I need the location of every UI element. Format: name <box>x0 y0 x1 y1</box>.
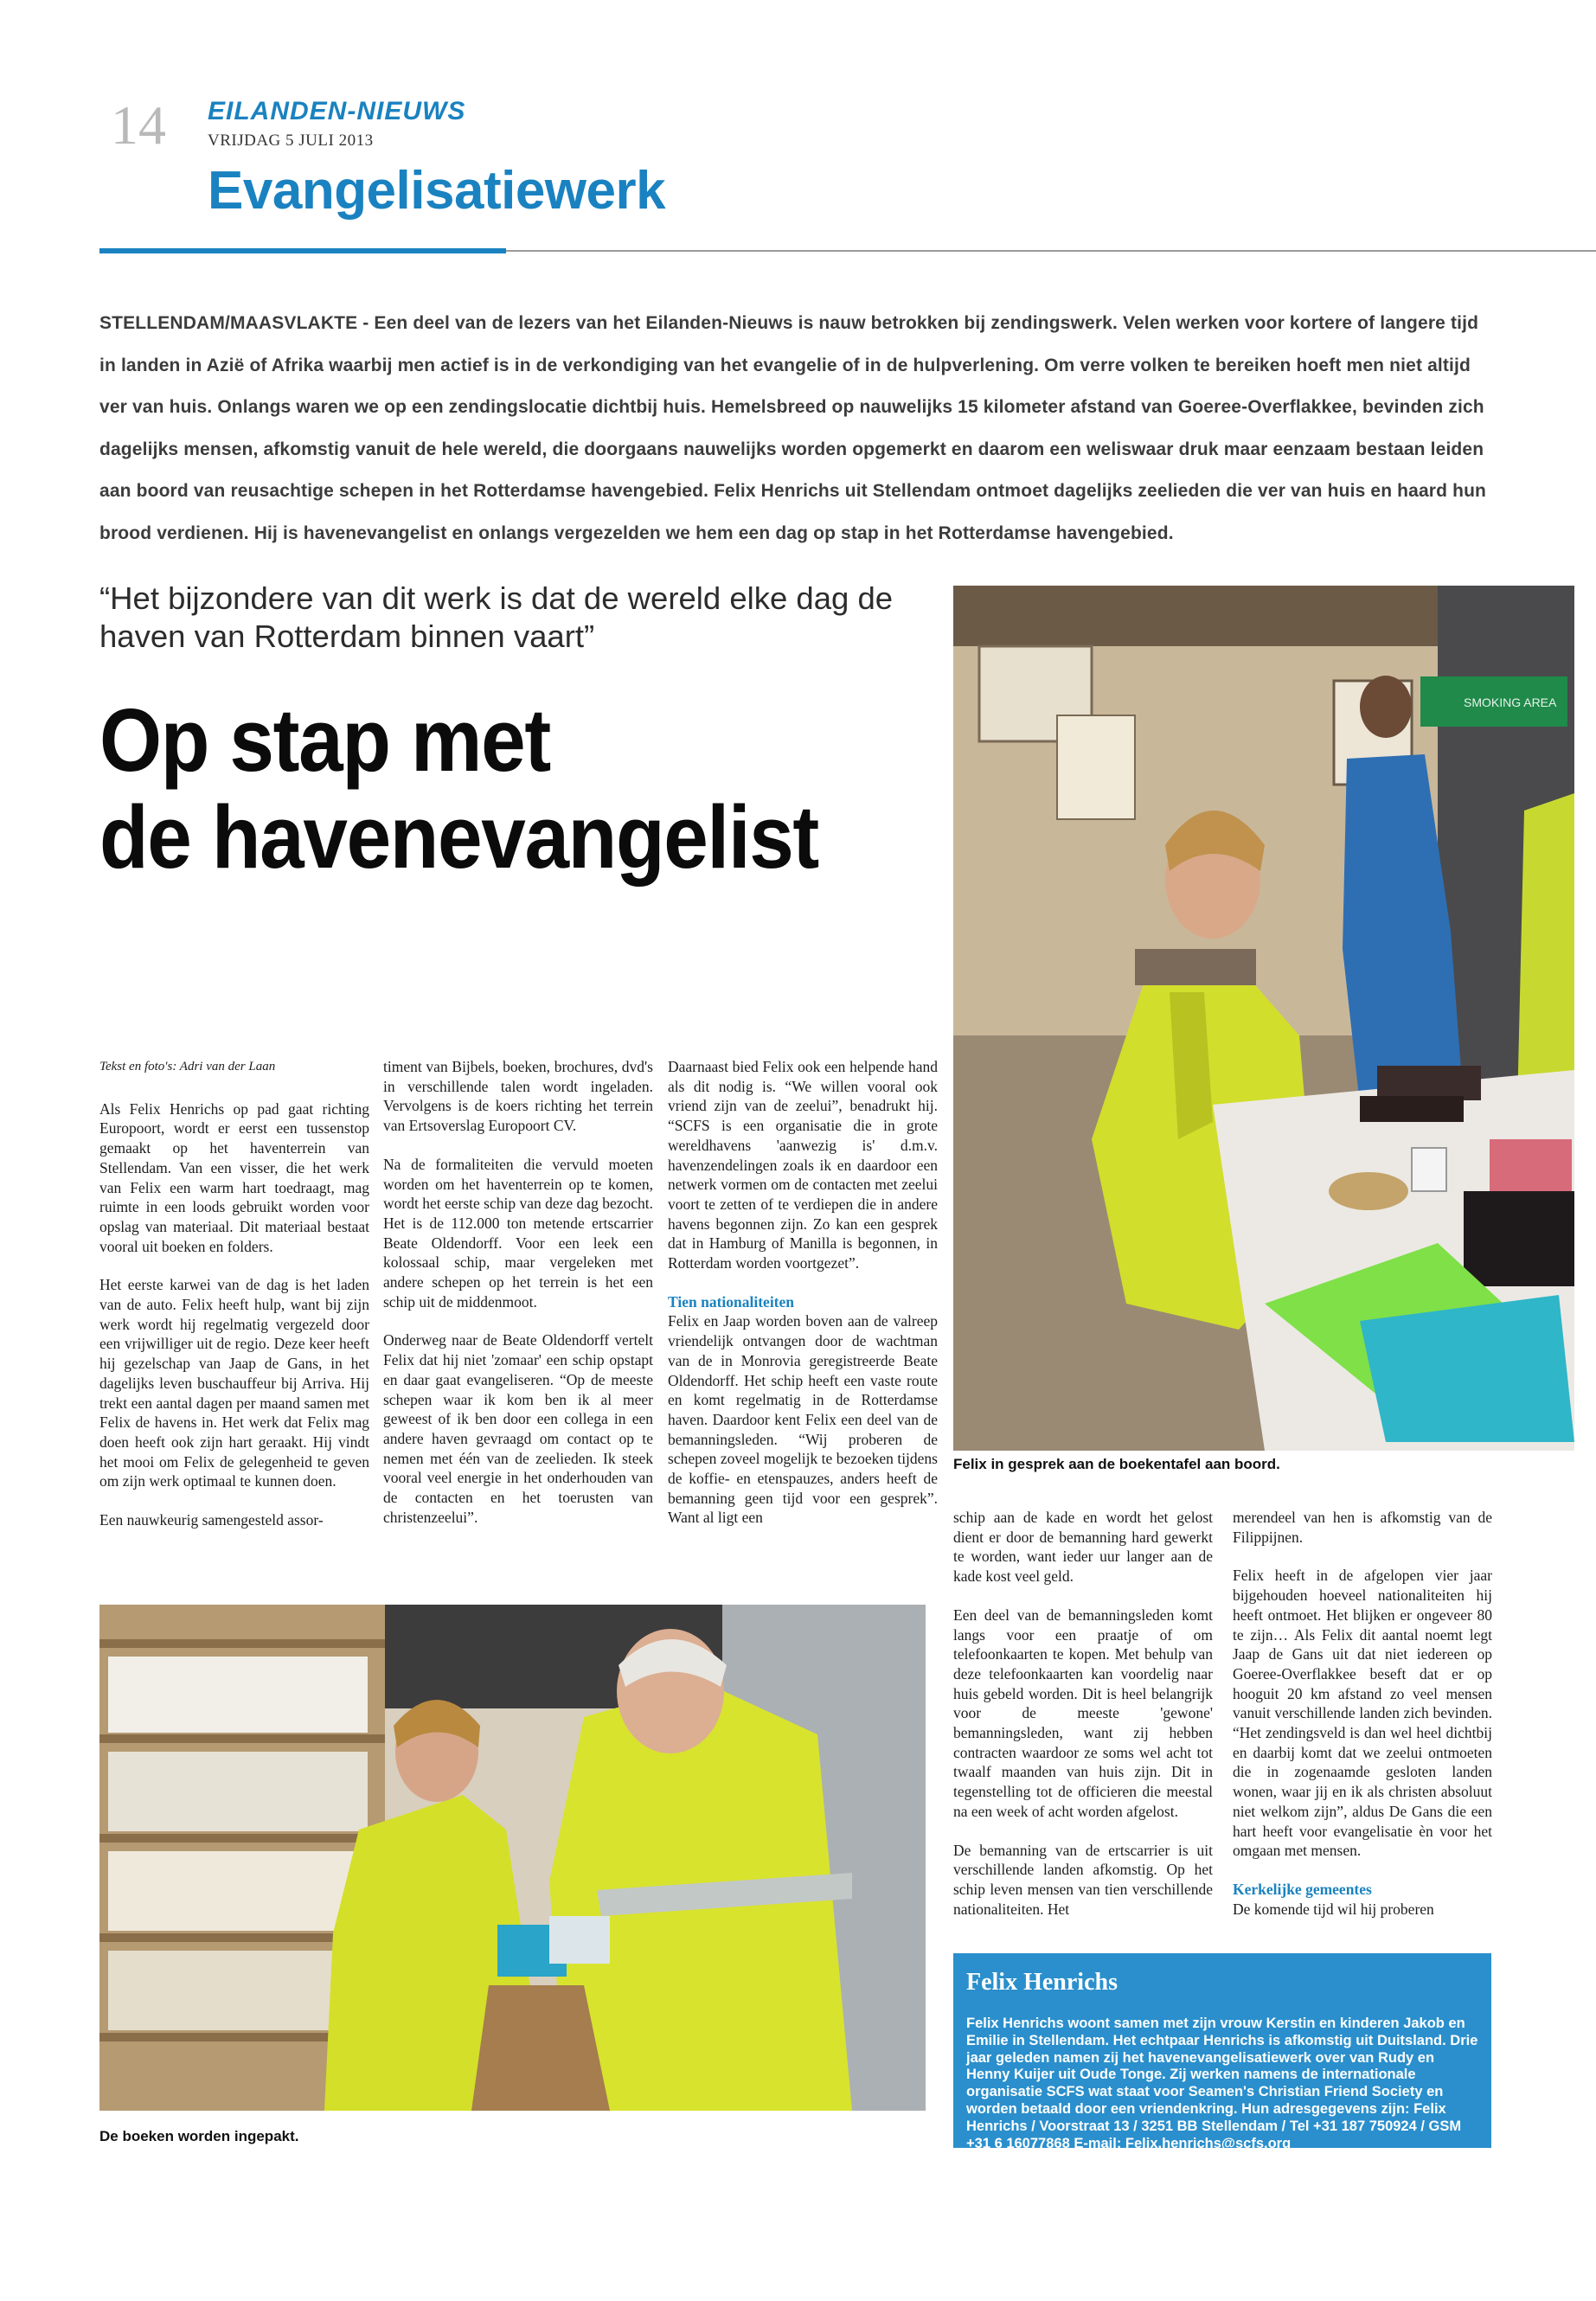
info-box <box>953 1953 1491 2151</box>
subheading: Tien nationaliteiten <box>668 1292 795 1311</box>
headline-line: de havenevangelist <box>99 787 818 887</box>
article-column <box>953 1508 1213 1938</box>
subheading: Kerkelijke gemeentes <box>1233 1880 1372 1898</box>
page-number: 14 <box>111 94 166 156</box>
section-title: Evangelisatiewerk <box>208 161 666 221</box>
body-paragraph: De komende tijd wil hij proberen <box>1233 1900 1434 1918</box>
body-paragraph: merendeel van hen is afkomstig van de Filippijnen. <box>1233 1509 1492 1546</box>
body-paragraph: Een deel van de bemanningsleden komt langs voor een praatje of om telefoonkaarten te kopen. Met behulp van deze telefoonkaarten kan voordelig naar huis gebeld worden. Dit is heel belangrijk voor de meeste 'gewone' bemanningsleden, want zij hebben contracten waardoor ze soms wel acht tot twaalf maanden van huis zijn. Dit in tegenstelling tot de officieren die meestal na een week of acht worden afgelost. <box>953 1606 1213 1820</box>
photo-packing-books <box>99 1605 926 2111</box>
info-box-text: Felix Henrichs woont samen met zijn vrouw Kerstin en kinderen Jakob en Emilie in Stellendam. Het echtpaar Henrichs is afkomstig uit Duitsland. Drie jaar geleden namen zij het havenevangelisatiewerk over van Rudy en Henny Kuijer uit Oude Tonge. Zij werken namens de internationale organisatie SCFS wat staat voor Seamen's Christian Friend Society en worden betaald door een vriendenkring. Hun adresgegevens zijn: Felix Henrichs / Voorstraat 13 / 3251 BB Stellendam / Tel +31 187 750924 / GSM +31 6 16077868 E-mail: Felix.henrichs@scfs.org <box>966 2016 1478 2151</box>
body-paragraph: Na de formaliteiten die vervuld moeten worden om het haventerrein op te komen, wordt het eerste schip van deze dag bezocht. Het is de 112.000 ton metende ertscarrier Beate Oldendorff. Voor een leek een kolossaal schip, maar vergeleken met andere schepen op het terrein is het een schip uit de middenmoot. <box>383 1155 653 1311</box>
photo-book-table <box>953 586 1574 1451</box>
headline-line: Op stap met <box>99 690 550 790</box>
headline <box>99 692 847 886</box>
body-paragraph: De bemanning van de ertscarrier is uit verschillende landen afkomstig. Op het schip leven mensen van tien verschillende nationaliteiten. Het <box>953 1841 1213 1918</box>
photo-caption: De boeken worden ingepakt. <box>99 2128 299 2144</box>
sign-text: SMOKING AREA <box>1464 695 1557 709</box>
body-paragraph: Als Felix Henrichs op pad gaat richting Europoort, wordt er eerst een tussenstop gemaakt op het haventerrein van Stellendam. Van een visser, die het werk van Felix een warm hart toedraagt, mag ruimte in een loods gebruikt worden voor opslag van materiaal. Dit materiaal bestaat vooral uit boeken en folders. <box>99 1099 369 1255</box>
info-box-title: Felix Henrichs <box>966 1969 1118 1996</box>
intro-paragraph: STELLENDAM/MAASVLAKTE - Een deel van de lezers van het Eilanden-Nieuws is nauw betrokken bij zendingswerk. Velen werken voor kortere of langere tijd in landen in Azië of Afrika waarbij men actief is in de verkondiging van het evangelie of in de hulpverlening. Om verre volken te bereiken hoeft men niet altijd ver van huis. Onlangs waren we op een zendingslocatie dichtbij huis. Hemelsbreed op nauwelijks 15 kilometer afstand van Goeree-Overflakkee, bevinden zich dagelijks mensen, afkomstig vanuit de hele wereld, die doorgaans nauwelijks worden opgemerkt en daarom een weliswaar druk maar eenzaam bestaan leiden aan boord van reusachtige schepen in het Rotterdamse havengebied. Felix Henrichs uit Stellendam ontmoet dagelijks zeelieden die ver van huis en haard hun brood verdienen. Hij is havenevangelist en onlangs vergezelden we hem een dag op stap in het Rotterdamse havengebied. <box>99 313 1487 543</box>
byline: Tekst en foto's: Adri van der Laan <box>99 1060 276 1074</box>
header-rule-accent <box>99 248 506 253</box>
body-paragraph: Onderweg naar de Beate Oldendorff vertelt Felix dat hij niet 'zomaar' een schip opstapt en daar gaat evangeliseren. “Op de meeste schepen waar ik kom ben ik al meer geweest of ik ben door een collega in een andere haven gevraagd om contact op te nemen met één van de zeelieden. Ik steek vooral veel energie in het onderhouden van de contacten en het toerusten van christenzeelui”. <box>383 1331 653 1526</box>
article-column <box>1233 1508 1492 1938</box>
photo-caption: Felix in gesprek aan de boekentafel aan boord. <box>953 1456 1280 1472</box>
body-paragraph: Daarnaast bied Felix ook een helpende hand als dit nodig is. “We willen vooral ook vriend zijn van de zeelui”, benadrukt hij. “SCFS is een organisatie die in grote wereldhavens 'aanwezig is' d.m.v. havenzendelingen zoals ik en daardoor een netwerk vormen om de contacten met zeelui voort te zetten of te verdiepen die in andere havens begonnen zijn. Zo kan een gesprek dat in Hamburg of Manilla is begonnen, in Rotterdam worden voortgezet”. <box>668 1058 938 1272</box>
article-column <box>383 1057 653 1546</box>
pull-quote: “Het bijzondere van dit werk is dat de wereld elke dag de haven van Rotterdam binnen vaart” <box>99 580 894 654</box>
body-paragraph: timent van Bijbels, boeken, brochures, dvd's in verschillende talen wordt ingeladen. Vervolgens is de koers richting het terrein van Ertsoverslag Europoort CV. <box>383 1058 653 1135</box>
header-rule <box>506 250 1596 252</box>
body-paragraph: Felix heeft in de afgelopen vier jaar bijgehouden hoeveel nationaliteiten hij heeft ontmoet. Het blijken er ongeveer 80 te zijn… Als Felix dit aantal noemt legt Jaap de Gans uit dat niet iedereen op Goeree-Overflakkee beseft dat er op hooguit 20 km afstand zo veel mensen vanuit verschillende landen zich bevinden. “Het zendingsveld is dan wel heel dichtbij en daarbij komt dat we zeelui ontmoeten die in zogenaamde gesloten landen wonen, waar jij en ik als christen absoluut niet welkom zijn”, aldus De Gans die een hart heeft voor evangelisatie èn voor het omgaan met mensen. <box>1233 1567 1492 1860</box>
issue-date: VRIJDAG 5 JULI 2013 <box>208 131 374 150</box>
body-paragraph: Een nauwkeurig samengesteld assor- <box>99 1511 324 1529</box>
article-column <box>99 1057 369 1549</box>
body-paragraph: Felix en Jaap worden boven aan de valreep vriendelijk ontvangen door de wachtman van de in Monrovia geregistreerde Beate Oldendorff. Het schip heeft een vaste route en komt regelmatig in de Rotterdamse haven. Daardoor kent Felix een deel van de bemanningsleden. “Wij proberen de schepen zoveel mogelijk te bezoeken tijdens de koffie- en etenspauzes, anders heeft de bemanning geen tijd voor een gesprek”. Want al ligt een <box>668 1312 938 1527</box>
article-column <box>668 1057 938 1547</box>
body-paragraph: schip aan de kade en wordt het gelost dient er door de bemanning hard gewerkt te worden, want ieder uur langer aan de kade kost veel geld. <box>953 1509 1213 1586</box>
body-paragraph: Het eerste karwei van de dag is het laden van de auto. Felix heeft hulp, want bij zijn werk wordt hij regelmatig vergezeld door een vrijwilliger uit de regio. Deze keer heeft hij gezelschap van Jaap de Gans, in het dagelijks leven buschauffeur bij Arriva. Hij trekt een aantal dagen per maand samen met Felix de havens in. Het werk dat Felix mag doen heeft ook zijn hart geraakt. Hij vindt het mooi om Felix de gelegenheid te geven om zijn werk optimaal te kunnen doen. <box>99 1276 369 1490</box>
masthead-logo: EILANDEN-NIEUWS <box>208 97 466 125</box>
